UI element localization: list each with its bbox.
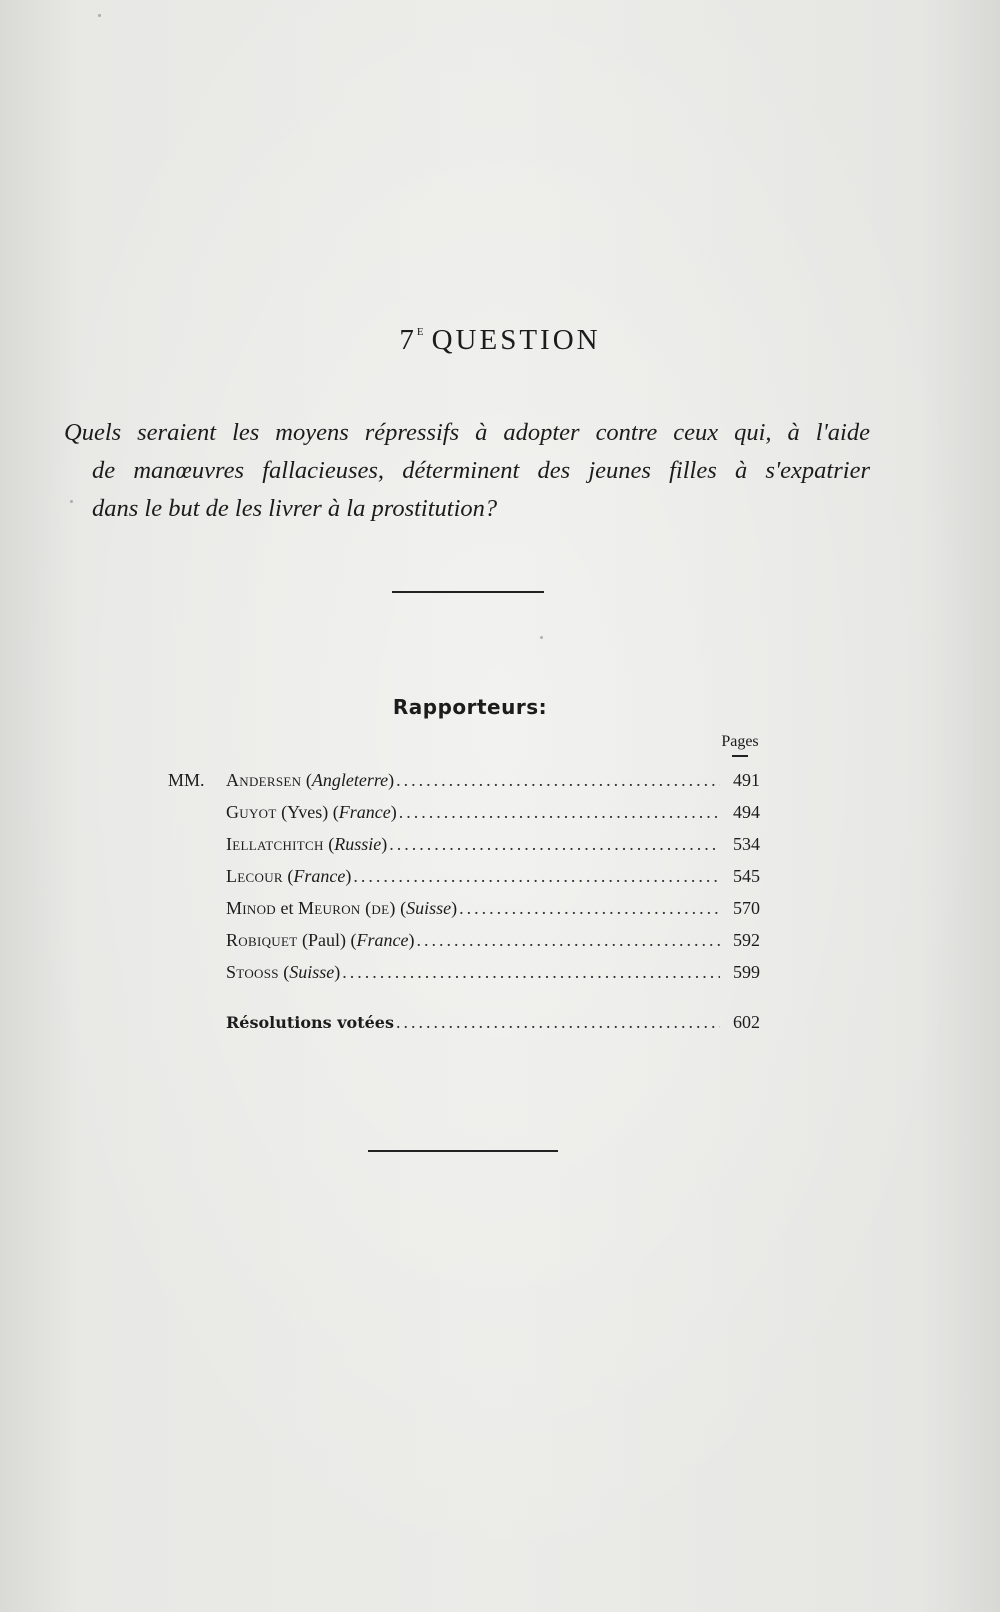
rapporteurs-list — [226, 770, 760, 1044]
toc-entry-robiquet[interactable] — [226, 930, 760, 962]
question-text — [64, 414, 870, 528]
page-number: 534 — [733, 834, 760, 854]
toc-entry-name: Guyot (Yves) (France) — [226, 802, 397, 822]
leader-dots — [416, 930, 720, 951]
toc-entry-stooss[interactable] — [226, 962, 760, 994]
question-line-1: Quels seraient les moyens répressifs à adopter contre ceux qui, à l'aide — [64, 419, 870, 446]
question-number: 7 — [399, 324, 417, 356]
page-number: 592 — [733, 930, 760, 950]
toc-entry-name: Iellatchitch (Russie) — [226, 834, 388, 854]
resolutions-label: Résolutions votées — [226, 1013, 394, 1032]
page-number: 599 — [733, 962, 760, 982]
rapporteurs-title: Rapporteurs: — [392, 695, 548, 719]
honorific: MM. — [168, 770, 205, 790]
rapporteur-country: France — [338, 802, 391, 822]
toc-entry-name: Minod et Meuron (de) (Suisse) — [226, 898, 458, 918]
leader-dots — [396, 1012, 720, 1033]
leader-dots — [396, 770, 720, 791]
pages-column-header — [710, 733, 770, 757]
rapporteur-surname: Guyot — [226, 802, 277, 822]
leader-dots — [459, 898, 720, 919]
question-line-3: dans le but de les livrer à la prostitution? — [92, 495, 498, 522]
rapporteur-surname: Iellatchitch — [226, 834, 324, 854]
rapporteur-particle: (de) — [365, 898, 396, 918]
rapporteur-surname: Robiquet — [226, 930, 298, 950]
toc-entry-name: Andersen (Angleterre) — [226, 770, 395, 790]
divider-top — [392, 591, 544, 593]
rapporteur-surname-2: Meuron — [298, 898, 361, 918]
rapporteur-surname: Lecour — [226, 866, 283, 886]
toc-entry-name: Robiquet (Paul) (France) — [226, 930, 415, 950]
leader-dots — [342, 962, 720, 983]
rapporteur-country: Suisse — [289, 962, 335, 982]
question-line-2: de manœuvres fallacieuses, déterminent des jeunes filles à s'expatrier — [92, 457, 870, 484]
rapporteur-country: Angleterre — [311, 770, 389, 790]
pages-label: Pages — [721, 733, 759, 750]
toc-entry-iellatchitch[interactable] — [226, 834, 760, 866]
page-number: 545 — [733, 866, 760, 886]
page-number: 602 — [733, 1012, 760, 1032]
rapporteur-given-name: (Paul) — [301, 930, 346, 950]
rapporteur-country: Russie — [334, 834, 382, 854]
rapporteur-given-name: (Yves) — [281, 802, 329, 822]
question-heading — [0, 324, 1000, 357]
page-number: 494 — [733, 802, 760, 822]
leader-dots — [389, 834, 720, 855]
leader-dots — [353, 866, 720, 887]
rapporteur-country: France — [293, 866, 346, 886]
pages-dash — [732, 755, 748, 757]
page-number: 570 — [733, 898, 760, 918]
rapporteur-surname: Stooss — [226, 962, 279, 982]
rapporteur-surname: Minod — [226, 898, 276, 918]
toc-entry-guyot[interactable] — [226, 802, 760, 834]
toc-entry-minod-meuron[interactable] — [226, 898, 760, 930]
divider-bottom — [368, 1150, 558, 1152]
leader-dots — [399, 802, 720, 823]
rapporteur-country: France — [356, 930, 409, 950]
ink-speck — [98, 14, 101, 17]
rapporteur-surname: Andersen — [226, 770, 302, 790]
toc-entry-name: Stooss (Suisse) — [226, 962, 341, 982]
question-word: QUESTION — [431, 324, 601, 356]
rapporteur-country: Suisse — [406, 898, 452, 918]
page-number: 491 — [733, 770, 760, 790]
conjunction: et — [280, 898, 294, 918]
toc-entry-andersen[interactable] — [226, 770, 760, 802]
ink-speck — [540, 636, 543, 639]
toc-entry-resolutions[interactable] — [226, 1012, 760, 1044]
toc-entry-name: Lecour (France) — [226, 866, 352, 886]
question-number-superscript: E — [416, 326, 424, 338]
toc-entry-lecour[interactable] — [226, 866, 760, 898]
